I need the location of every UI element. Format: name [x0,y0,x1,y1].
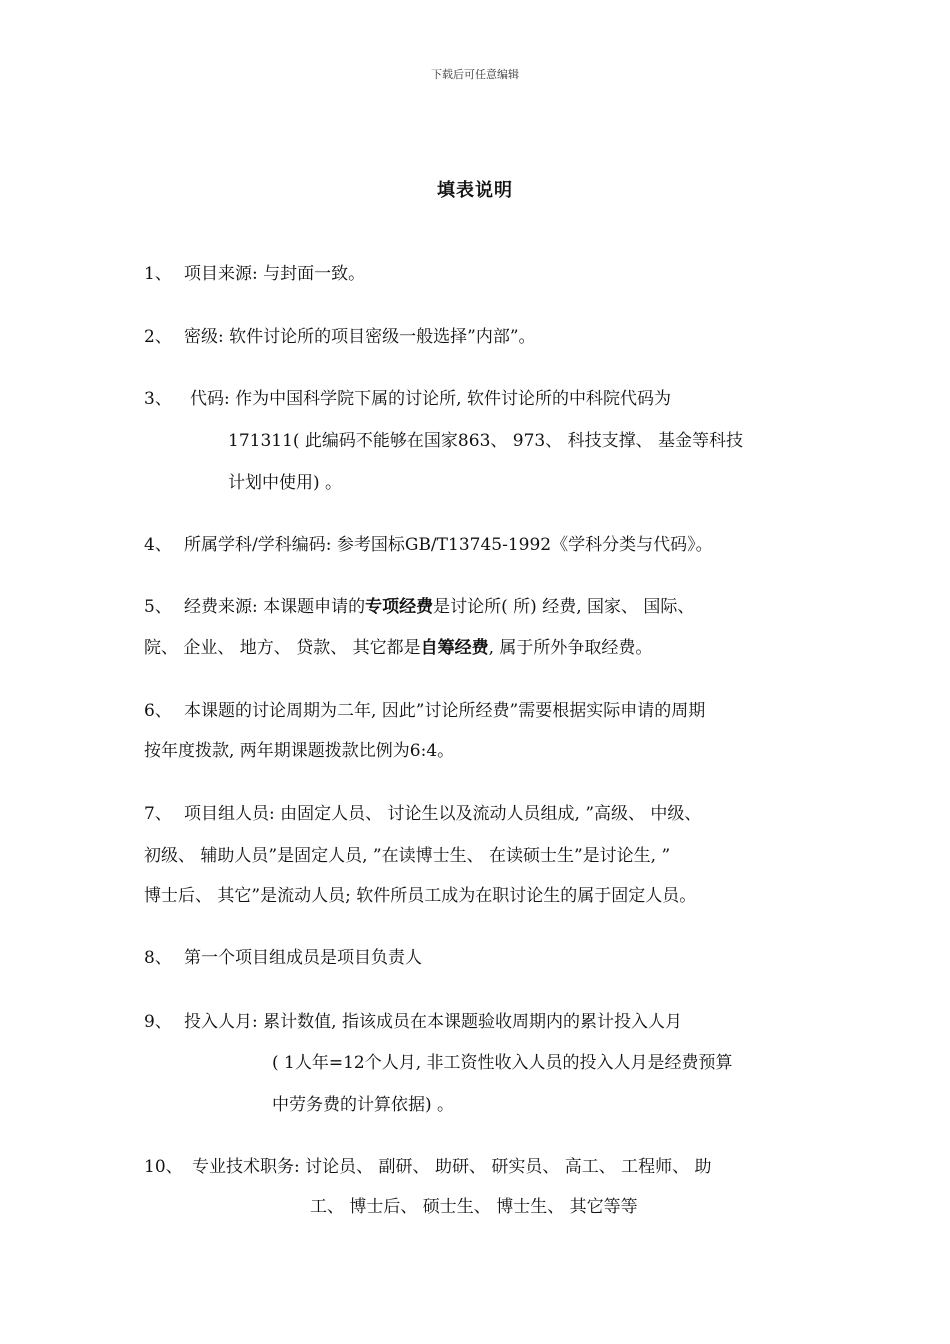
item-4-number: 4、 [144,535,172,555]
item-2-text: 密级: 软件讨论所的项目密级一般选择”内部”。 [184,327,536,347]
item-1-number: 1、 [144,264,172,284]
item-9-number: 9、 [144,1012,172,1032]
item-7-number: 7、 [144,804,172,824]
page-title: 填表说明 [437,180,513,201]
item-7-text-line-2: 初级、 辅助人员”是固定人员, ”在读博士生、 在读硕士生”是讨论生, ” [144,846,671,866]
item-3-number: 3、 [144,389,172,409]
item-7-text-line-1: 项目组人员: 由固定人员、 讨论生以及流动人员组成, ”高级、 中级、 [184,804,702,824]
item-6-text-line-2: 按年度拨款, 两年期课题拨款比例为6:4。 [144,741,455,761]
header-note: 下载后可任意编辑 [431,68,519,81]
item-5-text-line-2 [144,637,652,659]
item-3-text-line-2: 171311( 此编码不能够在国家863、 973、 科技支撑、 基金等科技 [228,431,744,451]
item-9-text-line-2: ( 1人年=12个人月, 非工资性收入人员的投入人月是经费预算 [272,1053,733,1073]
item-9-text-line-3: 中劳务费的计算依据) 。 [272,1095,455,1115]
item-8-text: 第一个项目组成员是项目负责人 [184,948,422,968]
item-4-text: 所属学科/学科编码: 参考国标GB/T13745-1992《学科分类与代码》。 [184,535,713,555]
item-1-text: 项目来源: 与封面一致。 [184,264,366,284]
item-3-text-line-1: 代码: 作为中国科学院下属的讨论所, 软件讨论所的中科院代码为 [190,389,671,409]
item-5-text-line-1 [184,596,694,618]
self-raised-funds-term: 自筹经费 [420,638,489,658]
item-5-number: 5、 [144,597,172,617]
item-10-text-line-2: 工、 博士后、 硕士生、 博士生、 其它等等 [310,1197,638,1217]
item-5-line-2-part-a: 院、 企业、 地方、 贷款、 其它都是 [144,638,421,658]
item-10-number: 10、 [144,1157,183,1177]
item-9-text-line-1: 投入人月: 累计数值, 指该成员在本课题验收周期内的累计投入人月 [184,1012,682,1032]
item-6-number: 6、 [144,701,172,721]
item-5-line-2-part-c: , 属于所外争取经费。 [488,638,653,658]
item-3-text-line-3: 计划中使用) 。 [228,473,343,493]
item-10-text-line-1: 专业技术职务: 讨论员、 副研、 助研、 研实员、 高工、 工程师、 助 [192,1157,712,1177]
item-5-line-1-part-a: 经费来源: 本课题申请的 [184,597,366,617]
item-5-line-1-part-c: 是讨论所( 所) 经费, 国家、 国际、 [433,597,695,617]
item-8-number: 8、 [144,948,172,968]
special-funds-term: 专项经费 [365,597,434,617]
item-2-number: 2、 [144,327,172,347]
item-7-text-line-3: 博士后、 其它”是流动人员; 软件所员工成为在职讨论生的属于固定人员。 [144,886,697,906]
item-6-text-line-1: 本课题的讨论周期为二年, 因此”讨论所经费”需要根据实际申请的周期 [184,701,706,721]
